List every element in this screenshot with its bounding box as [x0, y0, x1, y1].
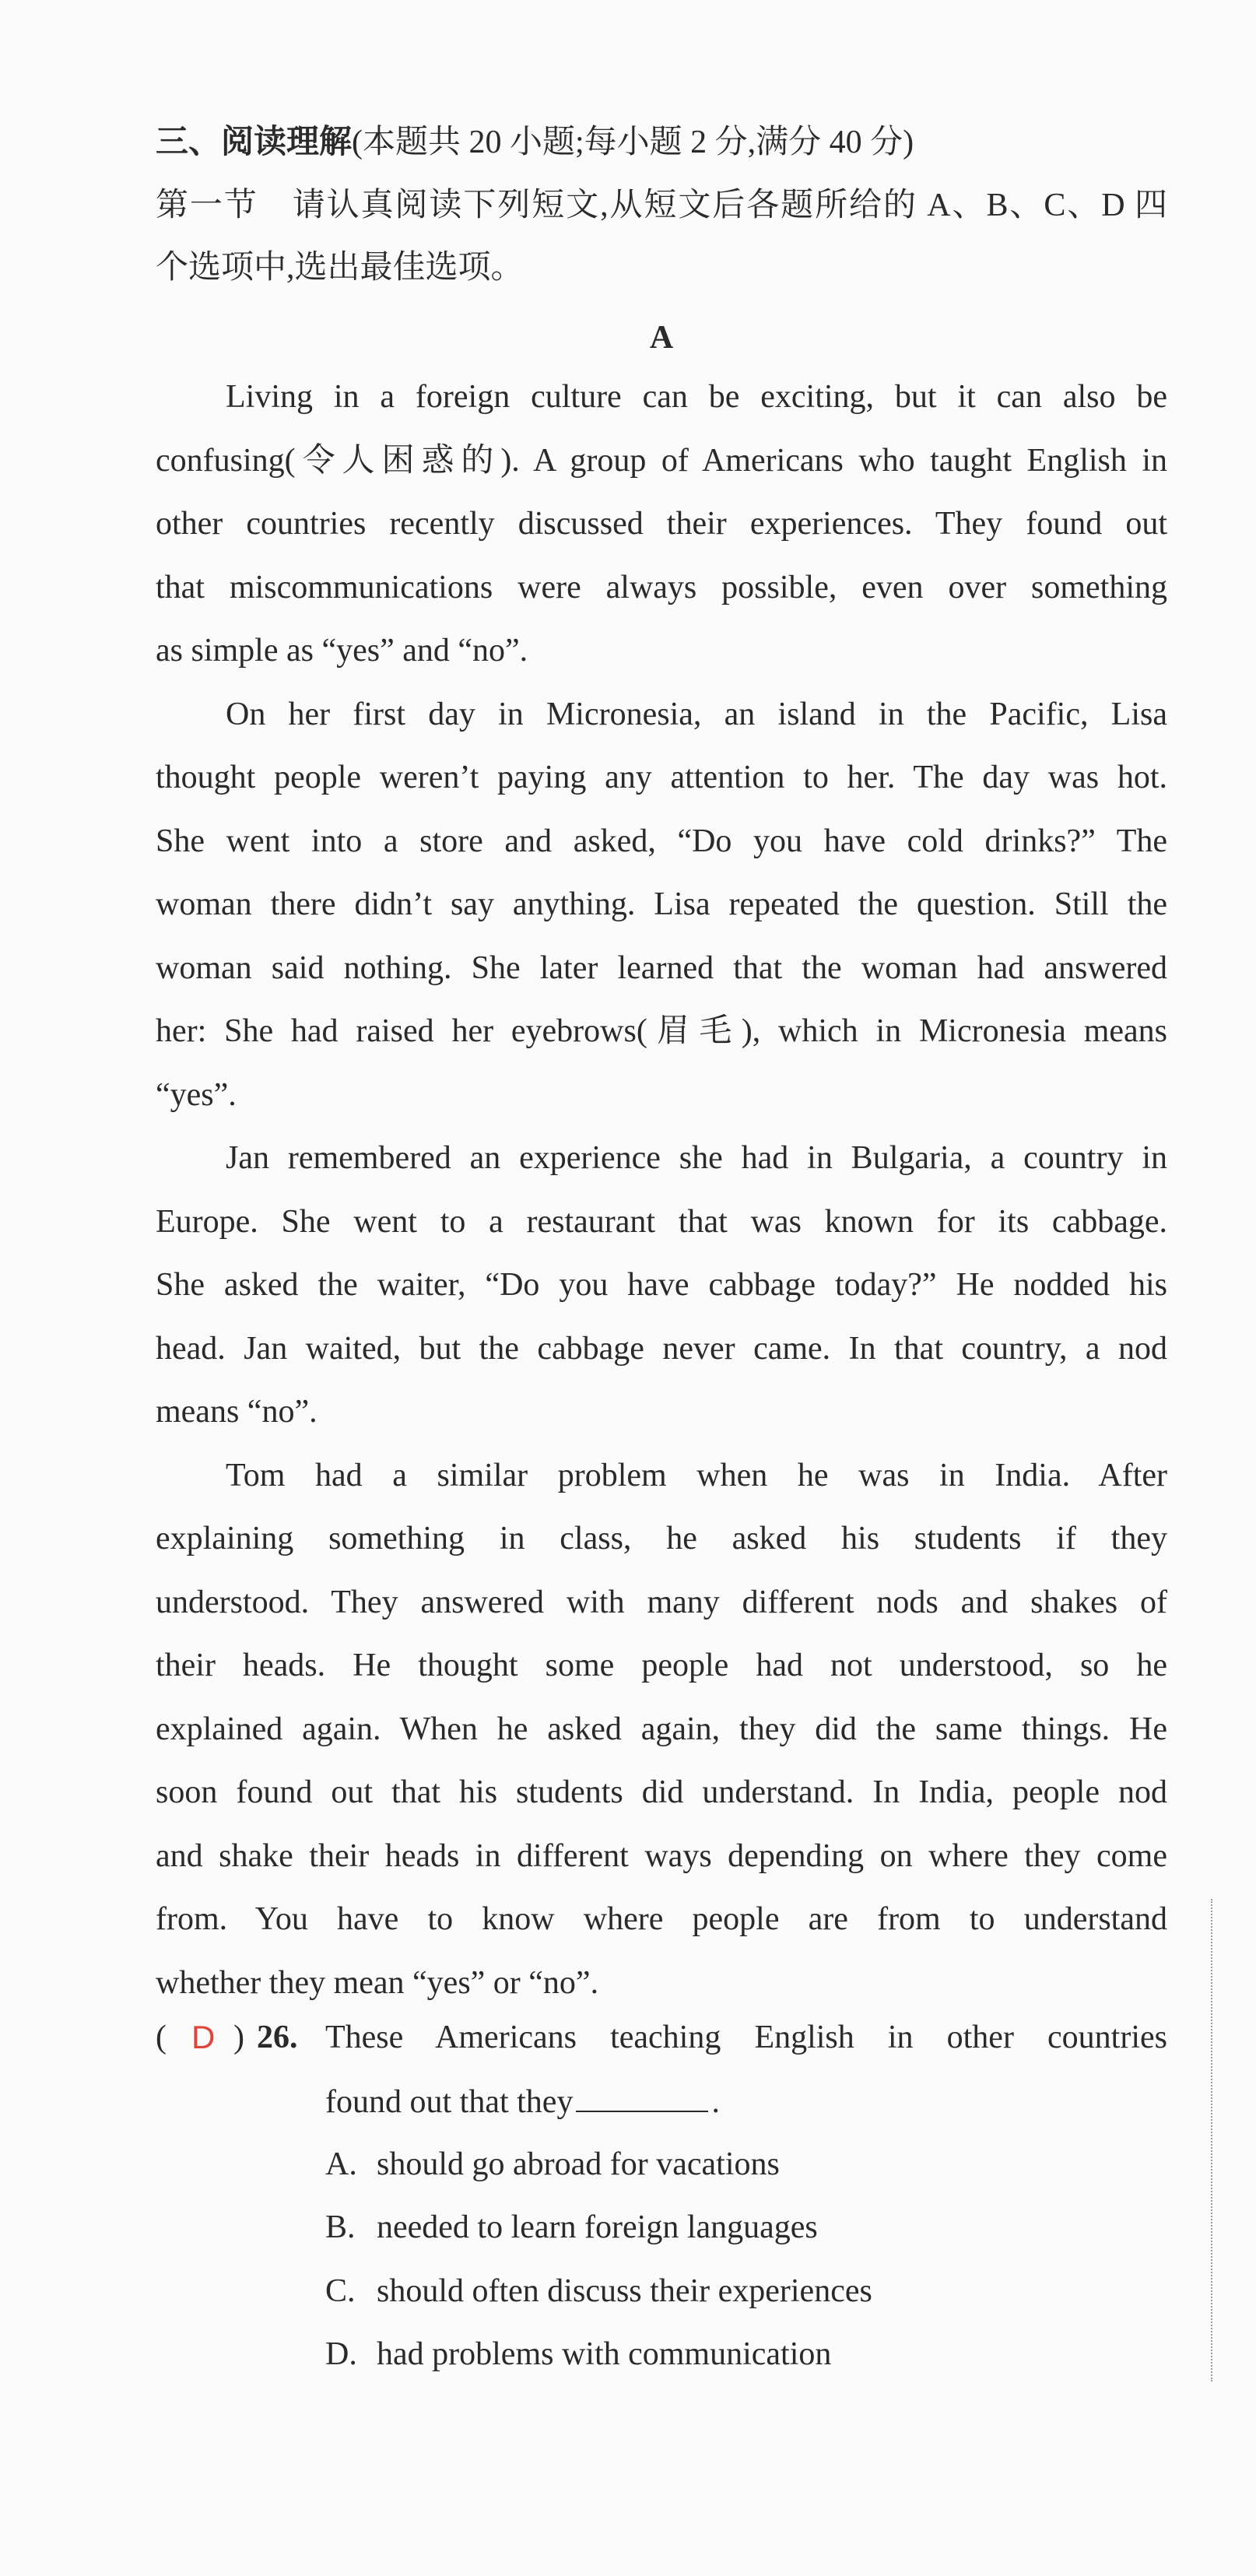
passage-line: as simple as “yes” and “no”.: [156, 633, 528, 669]
passage-line: that miscommunications were always possible, even over something: [156, 570, 1167, 605]
passage-line: their heads. He thought some people had not understood, so he: [156, 1648, 1167, 1683]
passage-line: Living in a foreign culture can be exciting, but it can also be: [226, 379, 1167, 415]
option-text: should go abroad for vacations: [377, 2146, 780, 2182]
passage-label: A: [649, 320, 674, 356]
instruction-line-1: 第一节 请认真阅读下列短文,从短文后各题所给的 A、B、C、D 四: [156, 188, 1167, 223]
passage-line: Tom had a similar problem when he was in India. After: [226, 1458, 1167, 1493]
passage-line: “yes”.: [156, 1077, 237, 1113]
option-letter: A.: [325, 2146, 357, 2182]
passage-line: explained again. When he asked again, they did the same things. He: [156, 1711, 1167, 1747]
option-a: [325, 2141, 780, 2188]
passage-line: her: She had raised her eyebrows(眉毛), which in Micronesia means: [156, 1013, 1167, 1049]
passage-line: explaining something in class, he asked his students if they: [156, 1521, 1167, 1556]
option-b: [325, 2204, 818, 2251]
binding-margin-line: [1211, 1899, 1212, 2381]
option-c: [325, 2268, 872, 2315]
instruction-line-2: 个选项中,选出最佳选项。: [156, 250, 524, 286]
section-title: [156, 118, 914, 166]
question-stem-end: .: [711, 2084, 720, 2120]
passage-line: On her first day in Micronesia, an island in the Pacific, Lisa: [226, 697, 1167, 732]
section-title-rest: (本题共 20 小题;每小题 2 分,满分 40 分): [352, 125, 914, 160]
option-letter: B.: [325, 2209, 356, 2245]
option-text: needed to learn foreign languages: [377, 2209, 818, 2245]
passage-line: and shake their heads in different ways depending on where they come: [156, 1838, 1167, 1874]
question-text-line-1: These Americans teaching English in other countries: [325, 2020, 1167, 2055]
passage-line: head. Jan waited, but the cabbage never came. In that country, a nod: [156, 1331, 1167, 1367]
passage-line: from. You have to know where people are from to understand: [156, 1901, 1167, 1937]
passage-line: other countries recently discussed their experiences. They found out: [156, 506, 1167, 542]
answer-paren-close: ): [233, 2020, 244, 2055]
answer-paren-open: (: [156, 2020, 167, 2055]
question-text-line-2: [325, 2078, 720, 2125]
question-stem: found out that they: [325, 2084, 574, 2120]
passage-line: woman there didn’t say anything. Lisa repeated the question. Still the: [156, 886, 1167, 922]
passage-line: Jan remembered an experience she had in Bulgaria, a country in: [226, 1140, 1167, 1176]
passage-line: confusing(令人困惑的). A group of Americans who taught English in: [156, 443, 1167, 479]
passage-line: understood. They answered with many different nods and shakes of: [156, 1585, 1167, 1620]
passage-line: Europe. She went to a restaurant that was known for its cabbage.: [156, 1204, 1167, 1240]
section-title-bold: 三、阅读理解: [156, 122, 353, 160]
passage-line: means “no”.: [156, 1394, 318, 1430]
passage-line: woman said nothing. She later learned that the woman had answered: [156, 950, 1167, 986]
passage-line: whether they mean “yes” or “no”.: [156, 1965, 599, 2001]
answer-mark: D: [191, 2019, 216, 2055]
option-letter: D.: [325, 2336, 357, 2372]
passage-line: She went into a store and asked, “Do you have cold drinks?” The: [156, 823, 1167, 859]
option-d: [325, 2331, 831, 2378]
passage-line: She asked the waiter, “Do you have cabbage today?” He nodded his: [156, 1267, 1167, 1303]
passage-line: thought people weren’t paying any attention to her. The day was hot.: [156, 760, 1167, 795]
option-letter: C.: [325, 2273, 356, 2309]
option-text: had problems with communication: [377, 2336, 832, 2372]
question-number: 26.: [257, 2020, 298, 2055]
passage-line: soon found out that his students did understand. In India, people nod: [156, 1774, 1167, 1810]
answer-blank: [576, 2078, 708, 2112]
option-text: should often discuss their experiences: [377, 2273, 872, 2309]
